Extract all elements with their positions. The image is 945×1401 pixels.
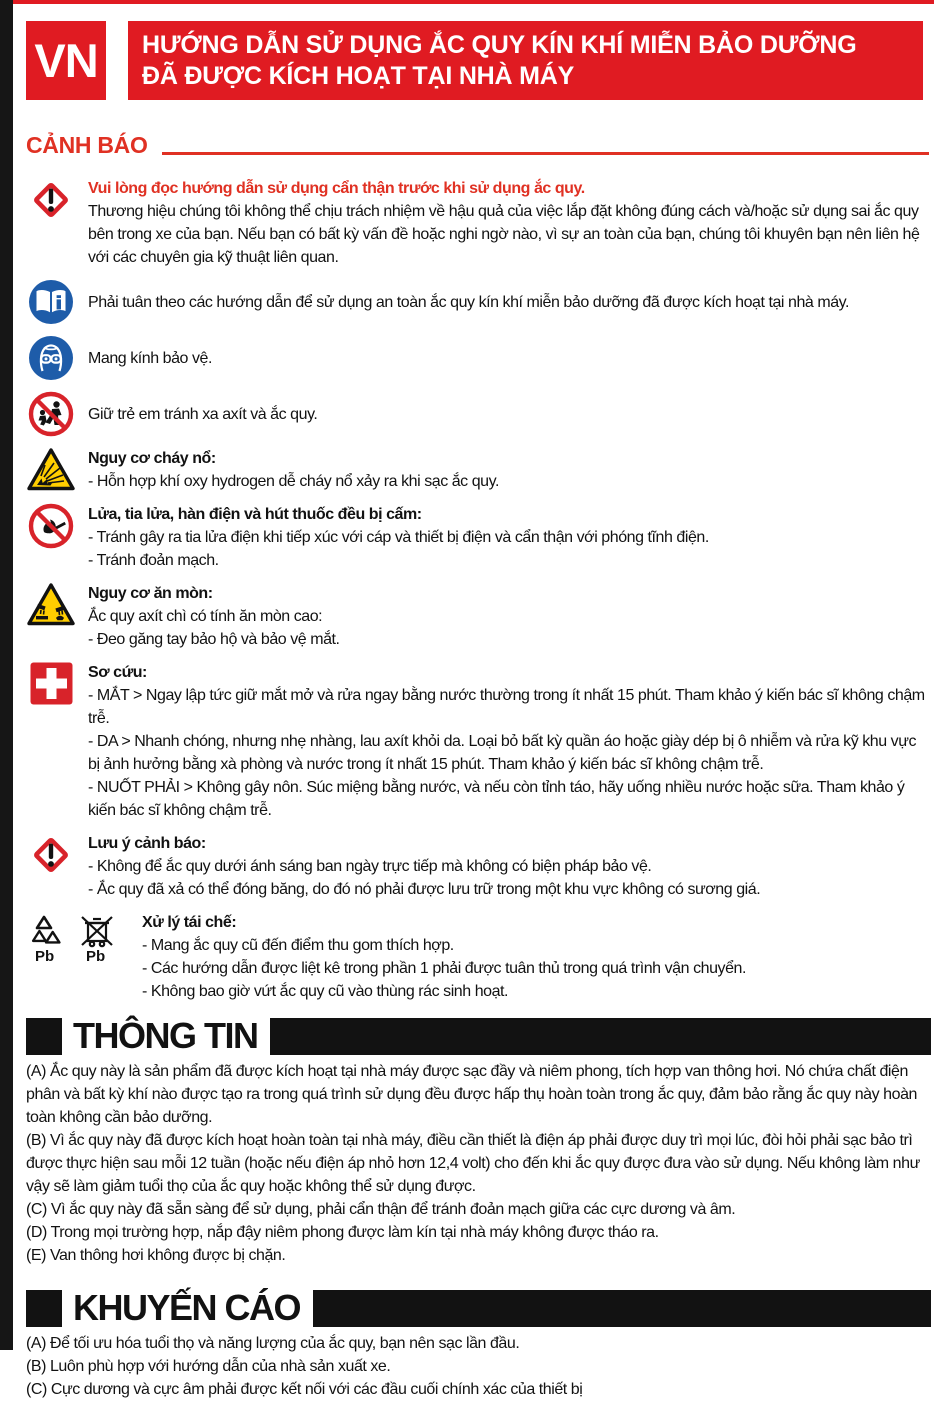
warning-item-line: Ắc quy axít chì có tính ăn mòn cao: [88,608,323,625]
warning-item [26,503,931,572]
warning-item-line: - Mang ắc quy cũ đến điểm thu gom thích hợp. [142,937,454,954]
warning-item [26,391,931,437]
warning-item-line: Phải tuân theo các hướng dẫn để sử dụng an toàn ắc quy kín khí miễn bảo dưỡng đã được kích hoạt tại nhà máy. [88,293,850,311]
advice-paragraph: (A) Để tối ưu hóa tuổi thọ và năng lượng của ắc quy, bạn nên sạc lần đầu. [26,1335,520,1352]
warning-section-header [26,132,931,159]
warning-item-line: Thương hiệu chúng tôi không thể chịu trách nhiệm về hậu quả của việc lắp đặt không đúng cách và/hoặc sử dụng sai ắc quy bên trong xe của bạn. Nếu bạn có bất kỳ vấn đề hoặc nghi ngờ nào, vì sự an toàn của bạn, chúng tôi khuyên bạn nên liên hệ với các chuyên gia kỹ thuật liên quan. [88,203,920,266]
svg-text:Pb: Pb [86,948,106,965]
read-manual-icon [26,279,76,325]
no-open-flames-icon [26,503,76,549]
warning-item-text [88,291,931,314]
page-content [26,120,931,1401]
left-edge-strip [0,0,13,1350]
ghs-exclamation-icon [26,832,76,878]
section-header-bar [313,1290,931,1327]
warning-item-line: - Tránh gây ra tia lửa điện khi tiếp xúc với cáp và thiết bị điện và cẩn thận với phóng tĩnh điện. [88,529,709,546]
warning-item-text [88,403,931,426]
info-paragraph: (E) Van thông hơi không được bị chặn. [26,1247,286,1264]
ghs-exclamation-icon [26,177,76,223]
warning-item-line: - Không để ắc quy dưới ánh sáng ban ngày trực tiếp mà không có biện pháp bảo vệ. [88,858,652,875]
info-section-header [26,1017,931,1055]
warning-item-line: - Đeo găng tay bảo hộ và bảo vệ mắt. [88,631,340,648]
explosion-hazard-icon [26,447,76,492]
warning-item-text [142,911,931,1003]
warning-item-line: - Ắc quy đã xả có thể đóng băng, do đó nó phải được lưu trữ trong một khu vực không có sương giá. [88,881,761,898]
warning-item-line: - Không bao giờ vứt ắc quy cũ vào thùng rác sinh hoạt. [142,983,509,1000]
corrosion-hazard-icon [26,582,76,627]
info-paragraph: (A) Ắc quy này là sản phẩm đã được kích hoạt tại nhà máy được sạc đầy và niêm phong, tích hợp van thông hơi. Nó chứa chất điện phân và bất kỳ khí nào được tạo ra trong quá trình sử dụng đều được hấp thụ hoàn toàn trong ắc quy, đảm bảo rằng ắc quy này hoàn toàn không cần bảo dưỡng. [26,1063,917,1126]
info-paragraph: (D) Trong mọi trường hợp, nắp đậy niêm phong được làm kín tại nhà máy không được tháo ra. [26,1224,659,1241]
section-square-marker [26,1018,62,1055]
warning-item-text [88,832,931,901]
warning-item [26,177,931,269]
recycle-lead-icon [26,911,130,967]
advice-paragraph: (C) Cực dương và cực âm phải được kết nối với các đầu cuối chính xác của thiết bị [26,1381,583,1398]
warning-item-line: - Hỗn hợp khí oxy hydrogen dễ cháy nổ xảy ra khi sạc ắc quy. [88,473,499,490]
advice-section-title: KHUYẾN CÁO [73,1287,301,1328]
warning-item [26,335,931,381]
warning-item [26,582,931,651]
svg-text:Pb: Pb [35,948,55,965]
warning-item [26,279,931,325]
warning-item-line: - Các hướng dẫn được liệt kê trong phần 1 phải được tuân thủ trong quá trình vận chuyển. [142,960,746,977]
warning-item-line: Giữ trẻ em tránh xa axít và ắc quy. [88,405,318,423]
top-edge-strip [0,0,934,4]
warning-item [26,911,931,1003]
warning-item-heading: Sơ cứu: [88,664,147,681]
advice-section-header [26,1289,931,1327]
warning-item-heading: Xử lý tái chế: [142,914,237,931]
no-children-icon [26,391,76,437]
advice-section [26,1289,931,1401]
advice-section-body [26,1332,931,1401]
warning-item-text [88,177,931,269]
warning-title-rule [162,152,929,155]
info-paragraph: (C) Vì ắc quy này đã sẵn sàng để sử dụng, phải cẩn thận để tránh đoản mạch giữa các cực dương và âm. [26,1201,736,1218]
warning-item-line: - Tránh đoản mạch. [88,552,219,569]
info-section [26,1017,931,1267]
first-aid-icon [26,661,76,706]
warning-item [26,447,931,493]
section-header-bar [270,1018,931,1055]
warning-item-heading: Lửa, tia lửa, hàn điện và hút thuốc đều bị cấm: [88,506,422,523]
info-paragraph: (B) Vì ắc quy này đã được kích hoạt hoàn toàn tại nhà máy, điều cần thiết là điện áp phải được duy trì mọi lúc, đòi hỏi phải sạc bảo trì được thực hiện sau mỗi 12 tuần (hoặc nếu điện áp nhỏ hơn 12,4 volt) cho đến khi ắc quy được đưa vào sử dụng. Nếu không làm như vậy sẽ làm giảm tuổi thọ của ắc quy hoặc không thể sử dụng được. [26,1132,920,1195]
warning-item-text [88,582,931,651]
warning-item-line: Mang kính bảo vệ. [88,349,212,367]
language-badge: VN [26,21,106,100]
warning-item-text [88,347,931,370]
warning-item-text [88,447,931,493]
warning-item-line: - DA > Nhanh chóng, nhưng nhẹ nhàng, lau axít khỏi da. Loại bỏ bất kỳ quần áo hoặc giày dép bị ô nhiễm và rửa kỹ khu vực bị ảnh hưởng bằng xà phòng và nước trong ít nhất 15 phút. Tham khảo ý kiến bác sĩ không chậm trễ. [88,733,917,773]
warning-section-title: CẢNH BÁO [26,132,148,158]
warning-item [26,661,931,822]
document-title-line2: ĐÃ ĐƯỢC KÍCH HOẠT TẠI NHÀ MÁY [142,61,575,90]
warning-list [26,177,931,1003]
document-title-line1: HƯỚNG DẪN SỬ DỤNG ẮC QUY KÍN KHÍ MIỄN BẢO DƯỠNG [142,30,857,59]
warning-item-heading: Lưu ý cảnh báo: [88,835,206,852]
warning-item-text [88,661,931,822]
masthead [26,21,923,100]
warning-item-line: - NUỐT PHẢI > Không gây nôn. Súc miệng bằng nước, và nếu còn tỉnh táo, hãy uống nhiều nước hoặc sữa. Tham khảo ý kiến bác sĩ không chậm trễ. [88,779,905,819]
warning-item-heading: Vui lòng đọc hướng dẫn sử dụng cẩn thận trước khi sử dụng ắc quy. [88,180,585,197]
info-section-title: THÔNG TIN [73,1015,258,1056]
warning-item [26,832,931,901]
document-title [128,21,923,100]
info-section-body [26,1060,931,1267]
advice-paragraph: (B) Luôn phù hợp với hướng dẫn của nhà sản xuất xe. [26,1358,391,1375]
section-square-marker [26,1290,62,1327]
warning-item-heading: Nguy cơ ăn mòn: [88,585,213,602]
warning-item-line: - MẮT > Ngay lập tức giữ mắt mở và rửa ngay bằng nước thường trong ít nhất 15 phút. Tham khảo ý kiến bác sĩ không chậm trễ. [88,687,925,727]
safety-goggles-icon [26,335,76,381]
warning-item-heading: Nguy cơ cháy nổ: [88,450,216,467]
warning-item-text [88,503,931,572]
